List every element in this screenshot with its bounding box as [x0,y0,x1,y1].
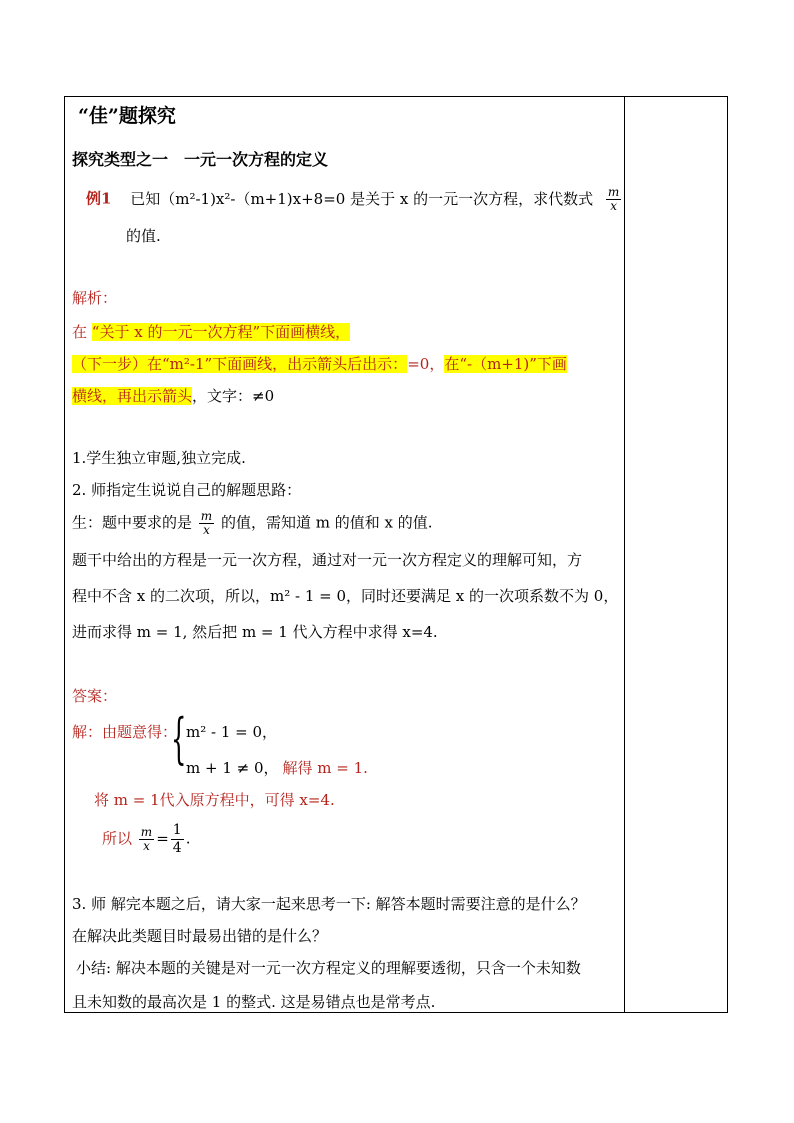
analysis-line2-highlight-b: 在“-（m+1)”下画 [444,355,567,373]
example-fraction [606,186,621,213]
student-fraction-den: x [203,523,210,537]
result-fraction-den: 4 [172,840,182,856]
answer-title: 答案： [72,687,118,705]
final-line [102,822,190,857]
example-text-2: 的值. [126,227,161,245]
analysis-line-2 [72,352,567,376]
student-answer-a: 生：题中要求的是 [72,513,193,532]
analysis-line2-mid: =0， [407,355,445,373]
example-label: 例1 [86,189,112,208]
example-text-1: 已知（m²-1)x²-（m+1)x+8=0 是关于 x 的一元一次方程，求代数式 [130,189,594,208]
step-2: 2. 师指定生说说自己的解题思路： [72,481,302,499]
solution-label: 解：由题意得： [72,723,178,741]
result-fraction [171,822,184,857]
section-heading: “佳”题探究 [78,105,176,127]
example-line-1 [86,186,623,213]
summary-line-1: 小结: 解决本题的关键是对一元一次方程定义的理解要透彻，只含一个未知数 [76,959,581,977]
reasoning-line-1: 题干中给出的方程是一元一次方程，通过对一元一次方程定义的理解可知，方 [72,551,583,569]
analysis-line1-highlight: “关于 x 的一元一次方程”下面画横线， [91,323,351,341]
analysis-line-1 [72,320,350,344]
result-fraction-num: 1 [172,822,182,838]
reflection-line-2: 在解决此类题目时最易出错的是什么？ [72,927,328,945]
final-prefix: 所以 [102,829,133,848]
example-fraction-num: m [607,185,620,199]
student-answer-b: 的值，需知道 m 的值和 x 的值. [220,513,433,532]
analysis-line3-rest: ，文字：≠0 [192,387,275,405]
student-fraction-num: m [200,509,213,523]
reflection-line-1: 3. 师 解完本题之后，请大家一起来思考一下: 解答本题时需要注意的是什么？ [72,895,586,913]
summary-line-2: 且未知数的最高次是 1 的整式. 这是易错点也是常考点. [72,993,436,1011]
final-eq-sign: = [156,829,169,848]
system-eq-1: m² - 1 = 0， [186,723,278,741]
system-eq-2-text: m + 1 ≠ 0， [186,759,279,777]
final-fraction [139,826,154,853]
type-title: 探究类型之一 一元一次方程的定义 [72,150,329,169]
final-fraction-den: x [143,839,150,853]
analysis-title: 解析： [72,289,118,307]
system-eq-2 [186,756,368,780]
reasoning-line-2: 程中不含 x 的二次项，所以，m² - 1 = 0，同时还要满足 x 的一次项系数不为 0， [72,587,619,605]
final-fraction-num: m [140,825,153,839]
analysis-line1-prefix: 在 [72,323,92,341]
analysis-line-3 [72,384,274,408]
substitute-line: 将 m = 1代入原方程中，可得 x=4. [94,791,335,809]
analysis-line2-highlight-a: （下一步）在“m²-1”下面画线，出示箭头后出示： [72,355,408,373]
step-1: 1.学生独立审题,独立完成. [72,449,246,467]
system-brace: { [171,707,187,770]
student-fraction [199,510,214,537]
column-divider [624,96,625,1013]
example-fraction-den: x [610,199,617,213]
reasoning-line-3: 进而求得 m = 1, 然后把 m = 1 代入方程中求得 x=4. [72,623,438,641]
analysis-line3-highlight: 横线，再出示箭头 [72,387,193,405]
student-answer [72,510,433,537]
system-result: 解得 m = 1. [282,759,368,777]
final-end: . [185,829,191,848]
